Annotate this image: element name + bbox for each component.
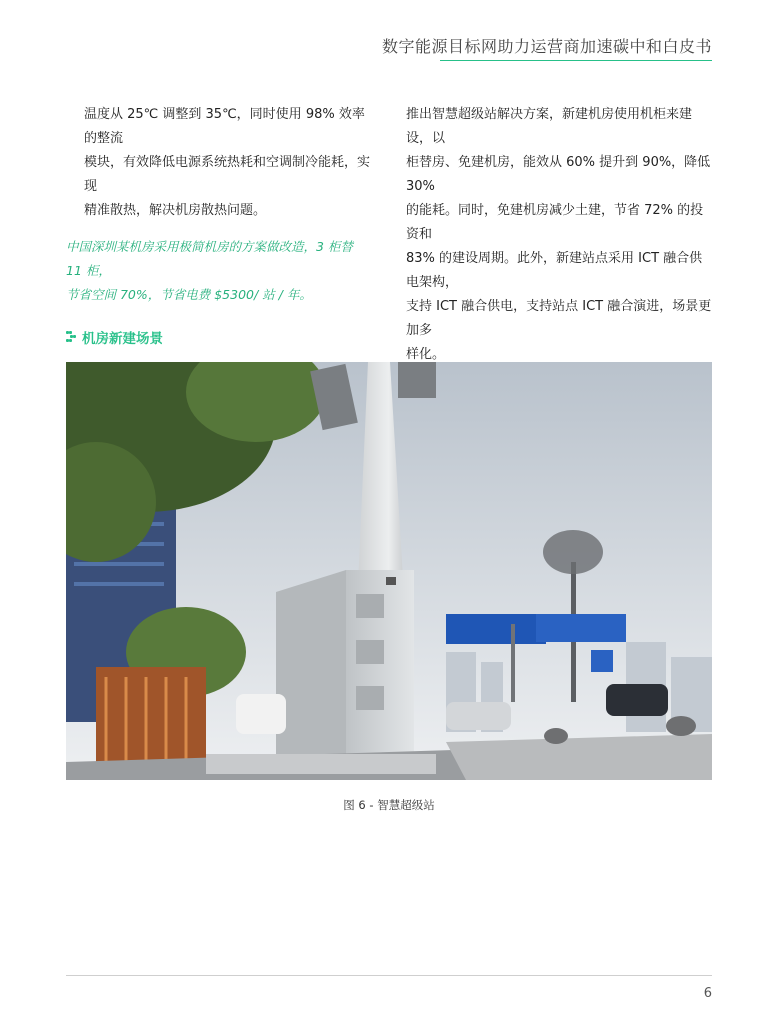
section-heading bbox=[66, 327, 372, 347]
footer-divider bbox=[66, 975, 712, 976]
left-paragraph-1-line-1: 温度从 25℃ 调整到 35℃，同时使用 98% 效率的整流 bbox=[84, 107, 365, 146]
right-paragraph-line-5: 支持 ICT 融合供电，支持站点 ICT 融合演进，场景更加多 bbox=[406, 299, 712, 338]
case-text-line-1: 中国深圳某机房采用极简机房的方案做改造，3 柜替 11 柜， bbox=[66, 239, 353, 278]
smart-site-photo bbox=[66, 362, 712, 780]
page-number: 6 bbox=[703, 986, 712, 1001]
case-text-line-2: 节省空间 70%，节省电费 $5300/ 站 / 年。 bbox=[66, 287, 312, 302]
right-paragraph-line-6: 样化。 bbox=[406, 347, 446, 362]
figure-caption: 图 6 - 智慧超级站 bbox=[343, 798, 435, 812]
header-divider bbox=[440, 60, 712, 61]
section-bullet-icon bbox=[66, 331, 76, 343]
photo-illustration bbox=[66, 362, 712, 780]
right-paragraph-line-2: 柜替房、免建机房，能效从 60% 提升到 90%，降低 30% bbox=[406, 155, 711, 194]
header-title: 数字能源目标网助力运营商加速碳中和白皮书 bbox=[381, 37, 712, 56]
section-heading-label: 机房新建场景 bbox=[82, 331, 163, 347]
right-paragraph-line-3: 的能耗。同时，免建机房减少土建，节省 72% 的投资和 bbox=[406, 203, 704, 242]
right-paragraph-line-1: 推出智慧超级站解决方案，新建机房使用机柜来建设，以 bbox=[406, 107, 693, 146]
left-paragraph-1-line-3: 精准散热，解决机房散热问题。 bbox=[84, 203, 267, 218]
spacer bbox=[66, 223, 372, 235]
left-paragraph-1-line-2: 模块，有效降低电源系统热耗和空调制冷能耗，实现 bbox=[84, 155, 371, 194]
right-paragraph-line-4: 83% 的建设周期。此外，新建站点采用 ICT 融合供电架构， bbox=[406, 251, 703, 290]
